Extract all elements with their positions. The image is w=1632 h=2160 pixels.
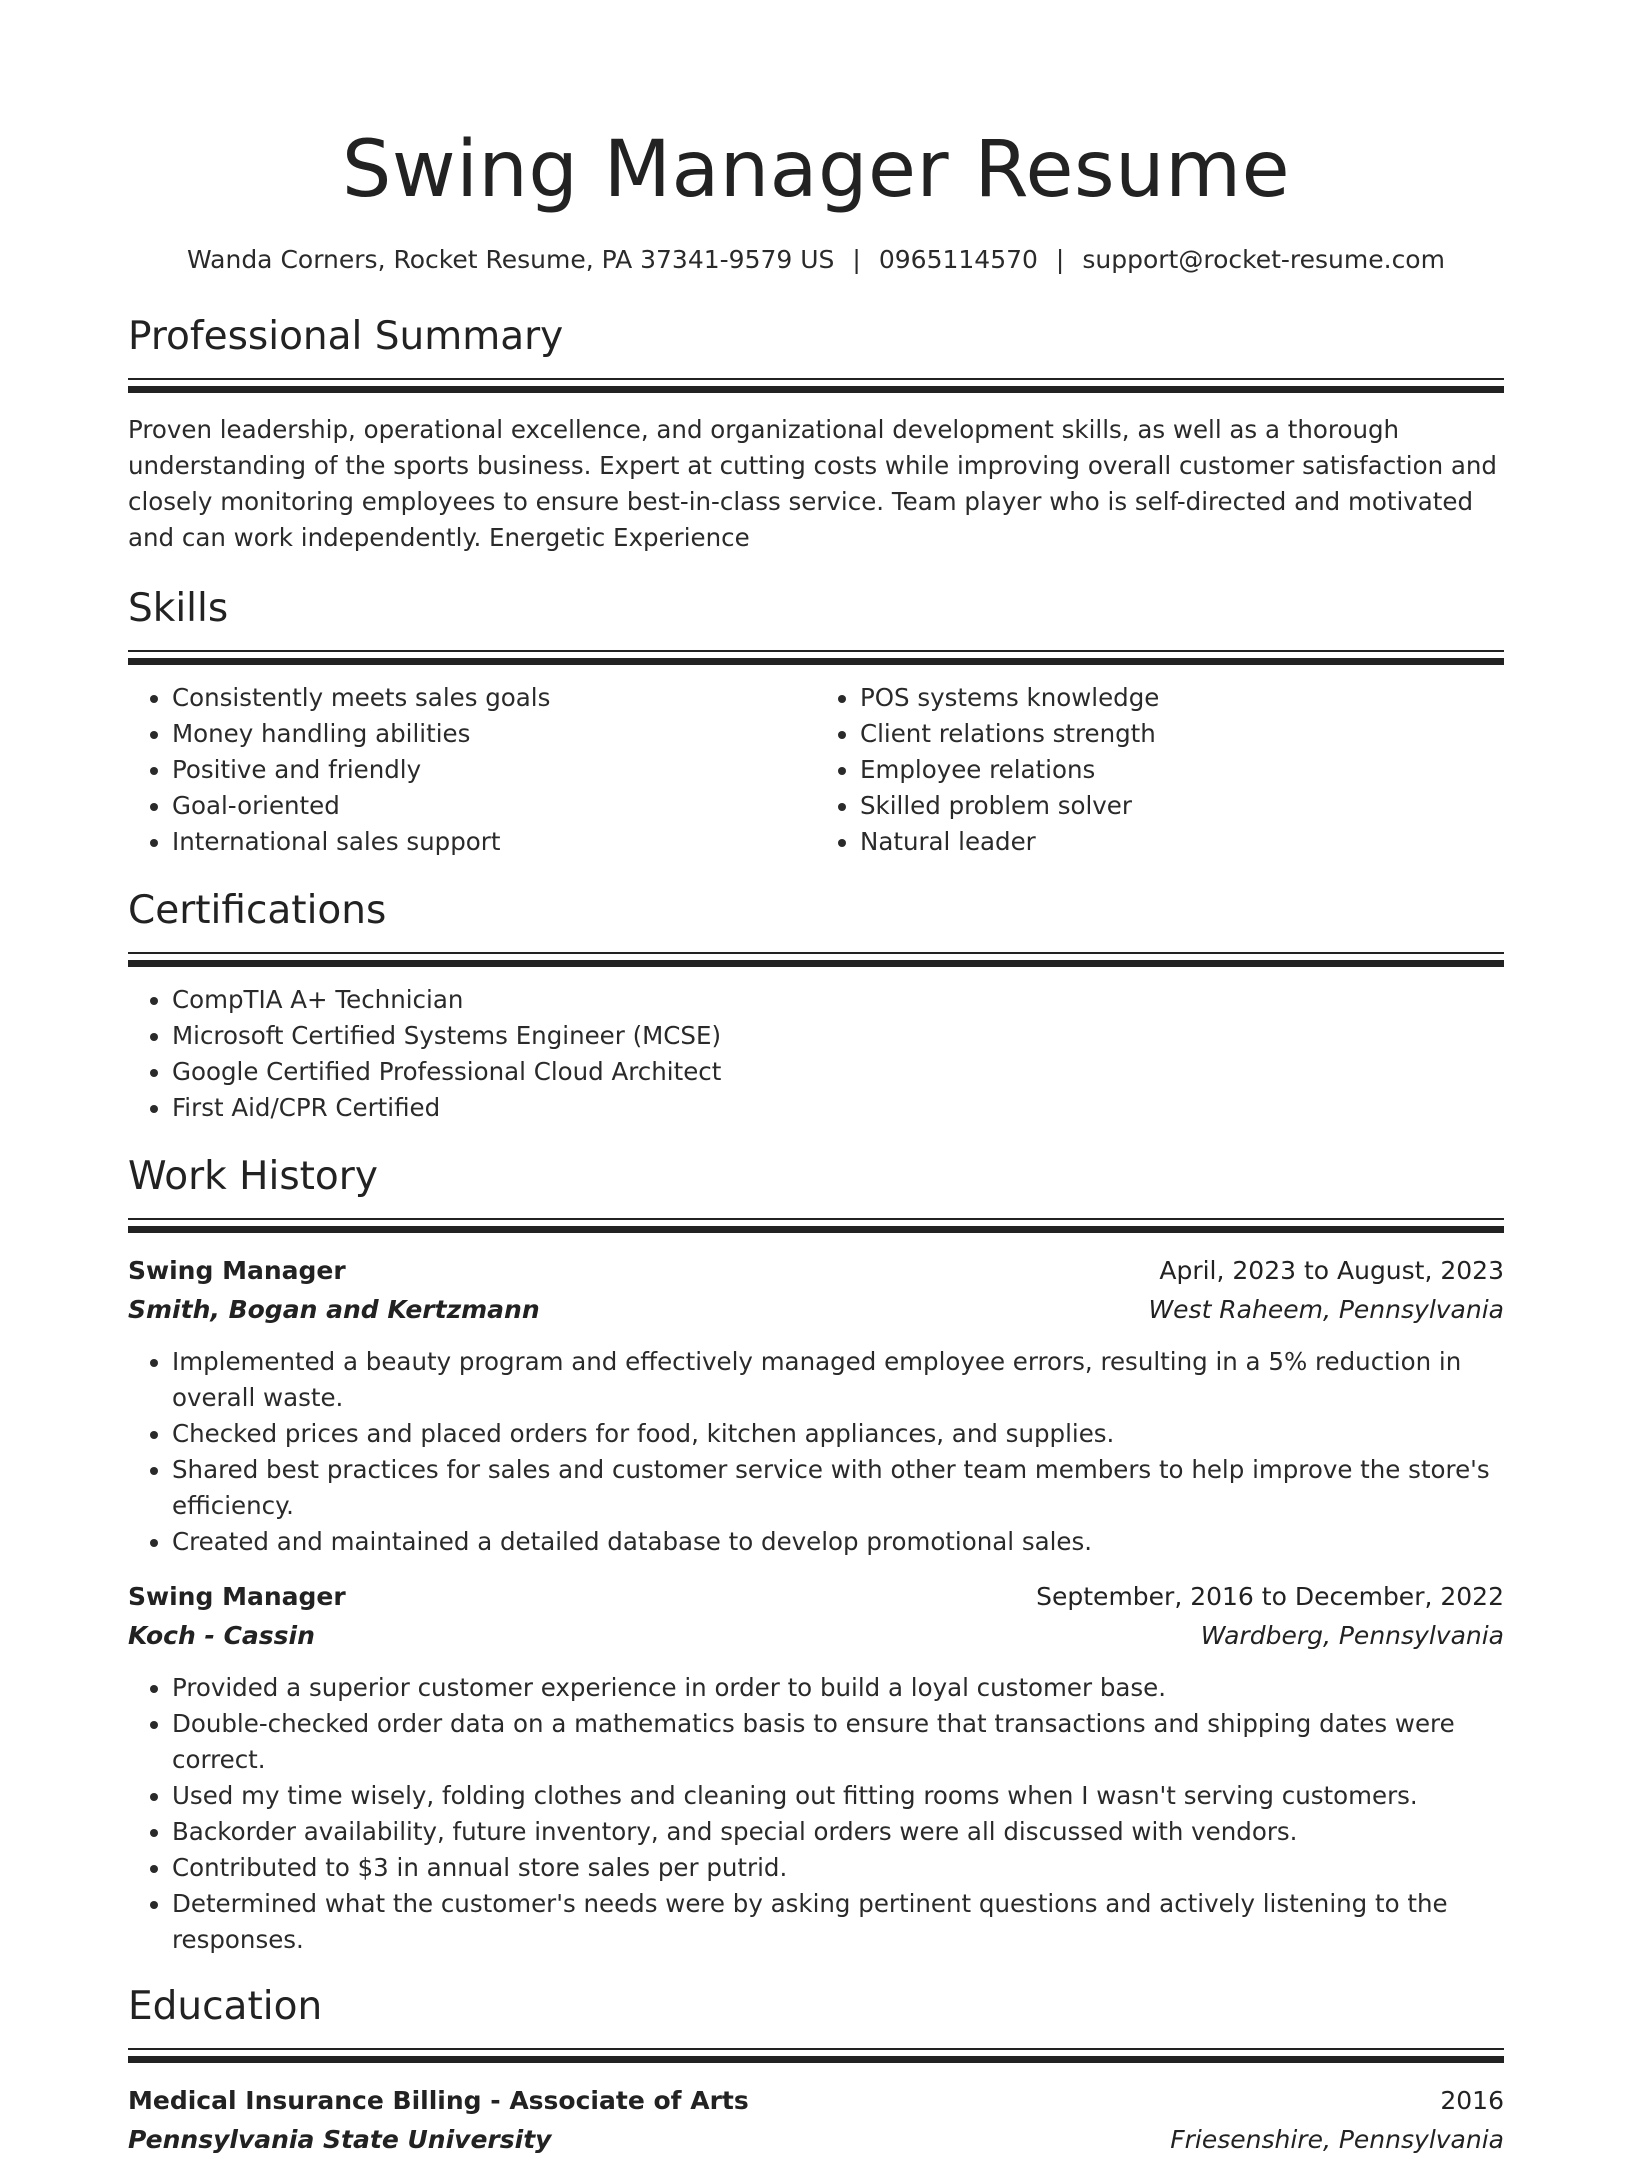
- skill-item: • Money handling abilities: [172, 716, 816, 752]
- skill-item: • International sales support: [172, 824, 816, 860]
- job-entry: [128, 1578, 1504, 1958]
- section-divider: [128, 378, 1504, 394]
- job-bullet: • Double-checked order data on a mathematics basis to ensure that transactions and shipping dates were correct.: [172, 1706, 1504, 1778]
- section-title-summary: Professional Summary: [128, 314, 564, 359]
- page-title: Swing Manager Resume: [341, 125, 1291, 215]
- job-position: Swing Manager: [128, 1256, 346, 1285]
- education-year: 2016: [1440, 2086, 1504, 2115]
- job-bullet: • Provided a superior customer experience in order to build a loyal customer base.: [172, 1670, 1504, 1706]
- certification-item: • Google Certified Professional Cloud Architect: [172, 1054, 1504, 1090]
- job-bullet: • Implemented a beauty program and effectively managed employee errors, resulting in a 5% reduction in overall waste.: [172, 1344, 1504, 1416]
- certification-item: • Microsoft Certified Systems Engineer (MCSE): [172, 1018, 1504, 1054]
- work-history-section: [128, 1150, 1504, 1958]
- section-title-education: Education: [128, 1984, 323, 2029]
- section-divider: [128, 1218, 1504, 1234]
- job-header: [128, 1252, 1504, 1290]
- contact-line: [128, 240, 1504, 280]
- job-entry: [128, 1252, 1504, 1560]
- job-employer: Koch - Cassin: [128, 1621, 315, 1650]
- contact-separator: |: [852, 245, 861, 274]
- section-divider: [128, 650, 1504, 666]
- job-bullet: • Determined what the customer's needs were by asking pertinent questions and actively listening to the responses.: [172, 1886, 1504, 1958]
- section-divider: [128, 2048, 1504, 2064]
- section-title-skills: Skills: [128, 586, 229, 631]
- skills-section: [128, 582, 1504, 860]
- job-bullet: • Backorder availability, future inventory, and special orders were all discussed with vendors.: [172, 1814, 1504, 1850]
- job-bullet: • Shared best practices for sales and customer service with other team members to help improve the store's efficiency.: [172, 1452, 1504, 1524]
- job-bullet: • Checked prices and placed orders for food, kitchen appliances, and supplies.: [172, 1416, 1504, 1452]
- education-location: Friesenshire, Pennsylvania: [1170, 2125, 1504, 2154]
- certification-item: • First Aid/CPR Certified: [172, 1090, 1504, 1126]
- job-position: Swing Manager: [128, 1582, 346, 1611]
- job-bullet: • Contributed to $3 in annual store sales per putrid.: [172, 1850, 1504, 1886]
- job-bullet: • Created and maintained a detailed database to develop promotional sales.: [172, 1524, 1504, 1560]
- education-header: [128, 2082, 1504, 2120]
- education-school: Pennsylvania State University: [128, 2125, 552, 2154]
- skill-item: • Natural leader: [860, 824, 1504, 860]
- skill-item: • Consistently meets sales goals: [172, 680, 816, 716]
- skill-item: • Goal-oriented: [172, 788, 816, 824]
- skills-grid: [128, 666, 1504, 860]
- contact-address: Wanda Corners, Rocket Resume, PA 37341-9579 US: [187, 245, 835, 274]
- job-header: [128, 1578, 1504, 1616]
- education-subheader: [128, 2120, 1504, 2160]
- summary-section: [128, 310, 1504, 556]
- job-bullets: [128, 1344, 1504, 1560]
- job-subheader: [128, 1290, 1504, 1330]
- section-divider: [128, 952, 1504, 968]
- job-employer: Smith, Bogan and Kertzmann: [128, 1295, 540, 1324]
- job-dates: April, 2023 to August, 2023: [1159, 1256, 1504, 1285]
- job-bullet: • Used my time wisely, folding clothes and cleaning out fitting rooms when I wasn't serving customers.: [172, 1778, 1504, 1814]
- job-location: West Raheem, Pennsylvania: [1148, 1295, 1504, 1324]
- education-degree: Medical Insurance Billing - Associate of Arts: [128, 2086, 749, 2115]
- job-location: Wardberg, Pennsylvania: [1200, 1621, 1504, 1650]
- certifications-section: [128, 884, 1504, 1126]
- skill-item: • Skilled problem solver: [860, 788, 1504, 824]
- certifications-list: [128, 982, 1504, 1126]
- job-subheader: [128, 1616, 1504, 1656]
- contact-email: support@rocket-resume.com: [1082, 245, 1445, 274]
- job-bullets: [128, 1670, 1504, 1958]
- summary-text: Proven leadership, operational excellence, and organizational development skills, as well as a thorough understanding of the sports business. Expert at cutting costs while improving overall customer satisfaction and closely monitoring employees to ensure best-in-class service. Team player who is self-directed and motivated and can work independently. Energetic Experience: [128, 415, 1497, 552]
- job-dates: September, 2016 to December, 2022: [1036, 1582, 1504, 1611]
- section-title-certifications: Certifications: [128, 888, 387, 933]
- skills-list-right: [816, 680, 1504, 860]
- skills-list-left: [128, 680, 816, 860]
- skill-item: • POS systems knowledge: [860, 680, 1504, 716]
- certification-item: • CompTIA A+ Technician: [172, 982, 1504, 1018]
- section-title-work-history: Work History: [128, 1154, 378, 1199]
- skill-item: • Positive and friendly: [172, 752, 816, 788]
- education-section: [128, 1980, 1504, 2160]
- contact-separator: |: [1055, 245, 1065, 274]
- skill-item: • Client relations strength: [860, 716, 1504, 752]
- contact-phone: 0965114570: [878, 245, 1038, 274]
- skill-item: • Employee relations: [860, 752, 1504, 788]
